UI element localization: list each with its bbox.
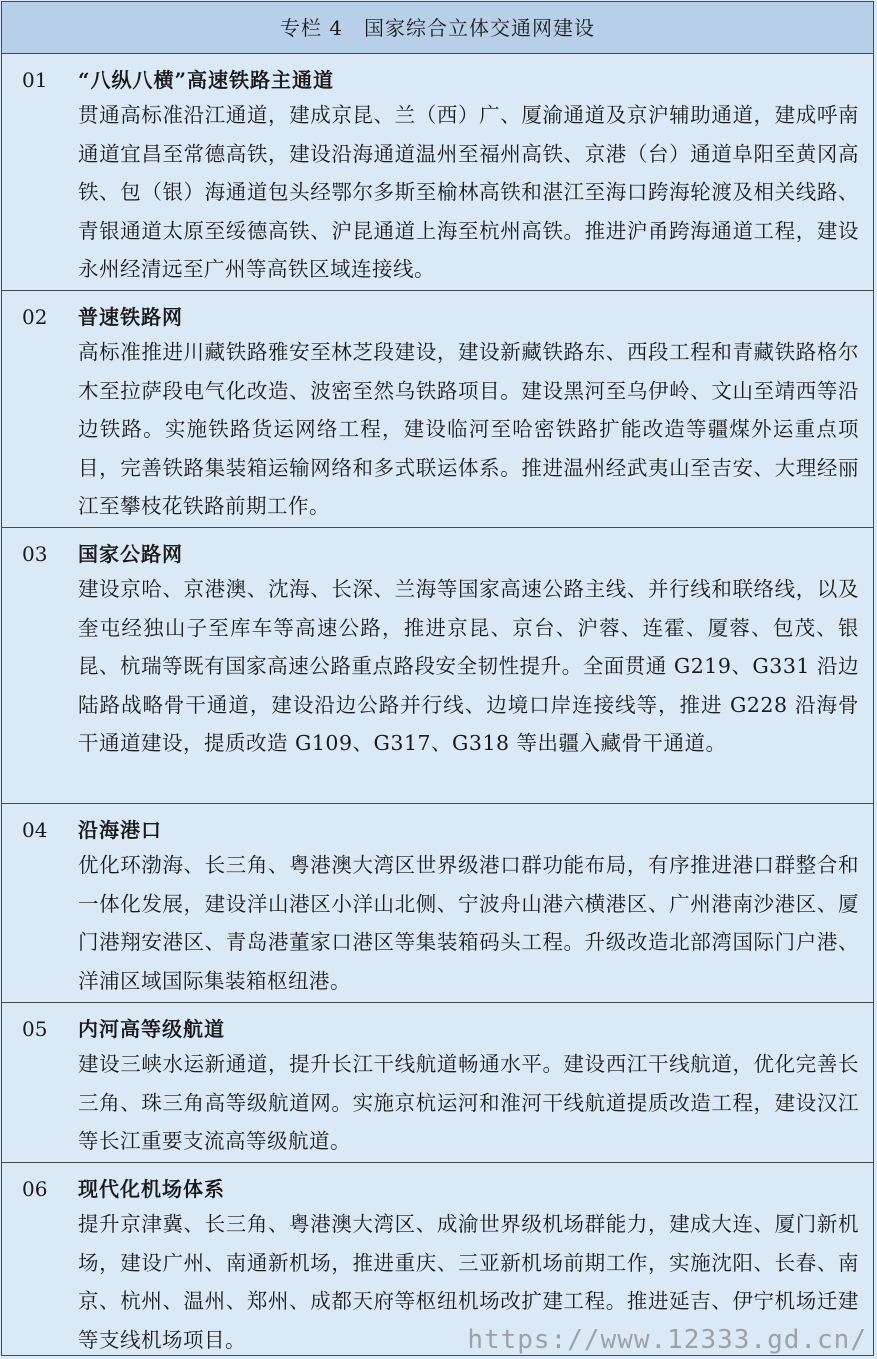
section-heading <box>22 64 859 96</box>
section-coastal-ports <box>2 804 873 1003</box>
section-high-speed-rail <box>2 54 873 291</box>
section-title: “八纵八横”高速铁路主通道 <box>78 68 335 92</box>
section-inland-waterways <box>2 1003 873 1163</box>
section-body: 提升京津冀、长三角、粤港澳大湾区、成渝世界级机场群能力，建成大连、厦门新机场，建设广州、南通新机场，推进重庆、三亚新机场前期工作，实施沈阳、长春、南京、杭州、温州、郑州、成都天府等枢纽机场改扩建工程。推进延吉、伊宁机场迁建等支线机场项目。 <box>78 1212 859 1352</box>
section-title: 内河高等级航道 <box>78 1017 225 1041</box>
section-title: 沿海港口 <box>78 818 162 842</box>
section-body: 贯通高标准沿江通道，建成京昆、兰（西）广、厦渝通道及京沪辅助通道，建成呼南通道宜昌至常德高铁，建设沿海通道温州至福州高铁、京港（台）通道阜阳至黄冈高铁、包（银）海通道包头经鄂尔多斯至榆林高铁和湛江至海口跨海轮渡及相关线路、青银通道太原至绥德高铁、沪昆通道上海至杭州高铁。推进沪甬跨海通道工程，建设永州经清远至广州等高铁区域连接线。 <box>78 103 859 282</box>
section-heading <box>22 814 859 846</box>
section-body: 建设京哈、京港澳、沈海、长深、兰海等国家高速公路主线、并行线和联络线，以及奎屯经独山子至库车等高速公路，推进京昆、京台、沪蓉、连霍、厦蓉、包茂、银昆、杭瑞等既有国家高速公路重点路段安全韧性提升。全面贯通 G219、G331 沿边陆路战略骨干通道，建设沿边公路并行线、边境口岸连接线等，推进 G228 沿海骨干通道建设，提质改造 G109、G317、G318 等出疆入藏骨干通道。 <box>78 577 859 756</box>
section-number: 02 <box>22 305 48 329</box>
section-body: 高标准推进川藏铁路雅安至林芝段建设，建设新藏铁路东、西段工程和青藏铁路格尔木至拉萨段电气化改造、波密至然乌铁路项目。建设黑河至乌伊岭、文山至靖西等沿边铁路。实施铁路货运网络工程，建设临河至哈密铁路扩能改造等疆煤外运重点项目，完善铁路集装箱运输网络和多式联运体系。推进温州经武夷山至吉安、大理经丽江至攀枝花铁路前期工作。 <box>78 340 859 519</box>
section-title: 普速铁路网 <box>78 305 183 329</box>
box-header <box>2 2 873 54</box>
section-number: 05 <box>22 1017 48 1041</box>
box-title: 专栏 4 国家综合立体交通网建设 <box>279 16 596 40</box>
section-heading <box>22 538 859 570</box>
section-body: 建设三峡水运新通道，提升长江干线航道畅通水平。建设西江干线航道，优化完善长三角、珠三角高等级航道网。实施京杭运河和淮河干线航道提质改造工程，建设汉江等长江重要支流高等级航道。 <box>78 1052 859 1154</box>
section-national-highway <box>2 528 873 804</box>
section-number: 03 <box>22 542 48 566</box>
section-number: 04 <box>22 818 48 842</box>
section-heading <box>22 301 859 333</box>
section-body: 优化环渤海、长三角、粤港澳大湾区世界级港口群功能布局，有序推进港口群整合和一体化发展，建设洋山港区小洋山北侧、宁波舟山港六横港区、广州港南沙港区、厦门港翔安港区、青岛港董家口港区等集装箱码头工程。升级改造北部湾国际门户港、洋浦区域国际集装箱枢纽港。 <box>78 853 859 993</box>
section-number: 01 <box>22 68 48 92</box>
section-heading <box>22 1013 859 1045</box>
watermark-url: https://www.12333.gd.cn/ <box>467 1325 867 1355</box>
section-conventional-rail <box>2 291 873 528</box>
feature-box <box>1 1 874 1356</box>
section-heading <box>22 1173 859 1205</box>
section-title: 现代化机场体系 <box>78 1177 225 1201</box>
section-title: 国家公路网 <box>78 542 183 566</box>
section-number: 06 <box>22 1177 48 1201</box>
